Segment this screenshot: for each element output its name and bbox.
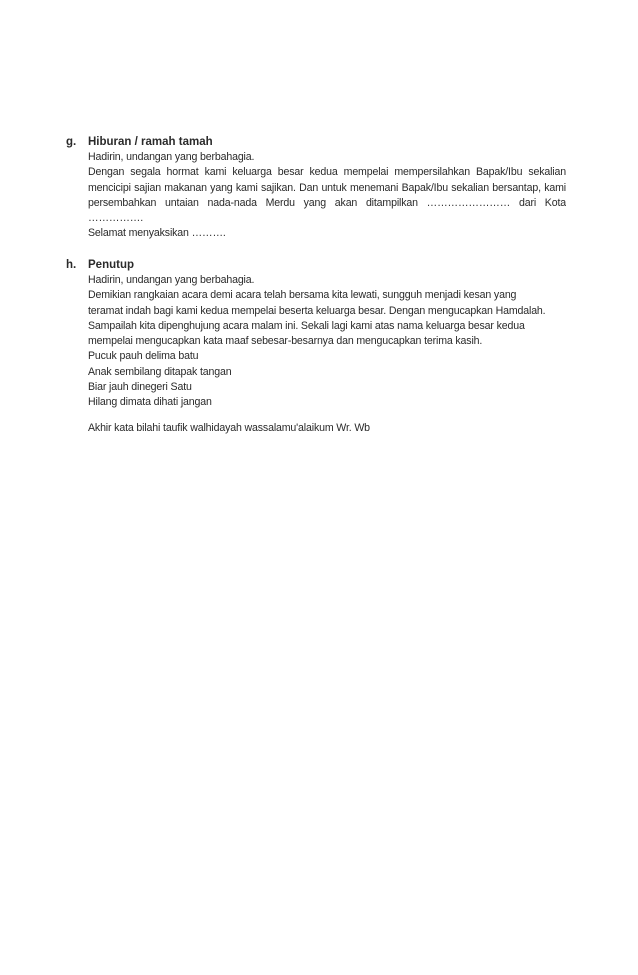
paragraph-line: persembahkan untaian nada-nada Merdu yang akan ditampilkan …………………… dari Kota <box>88 196 566 209</box>
paragraph-line: mempelai mengucapkan kata maaf sebesar-besarnya dan mengucapkan terima kasih. <box>88 335 483 348</box>
section-hiburan <box>66 135 566 242</box>
pantun-line: Anak sembilang ditapak tangan <box>88 365 232 378</box>
section-title: Penutup <box>88 259 134 271</box>
section-heading <box>66 135 566 150</box>
section-body <box>66 273 566 436</box>
pantun-line: Hilang dimata dihati jangan <box>88 396 212 409</box>
paragraph-line: mencicipi sajian makanan yang kami sajikan. Dan untuk menemani Bapak/Ibu sekalian bersantap, kami <box>88 181 566 194</box>
paragraph-line: Dengan segala hormat kami keluarga besar kedua mempelai mempersilahkan Bapak/Ibu sekalian <box>88 166 566 179</box>
spacer <box>88 411 566 421</box>
paragraph-line: Sampailah kita dipenghujung acara malam ini. Sekali lagi kami atas nama keluarga besar kedua <box>88 319 525 332</box>
pantun-line: Pucuk pauh delima batu <box>88 350 199 363</box>
paragraph-line: Demikian rangkaian acara demi acara telah bersama kita lewati, sungguh menjadi kesan yang <box>88 289 517 302</box>
paragraph-line: Selamat menyaksikan ………. <box>88 227 226 240</box>
section-marker: h. <box>66 259 77 271</box>
section-penutup <box>66 258 566 436</box>
closing-line: Akhir kata bilahi taufik walhidayah wassalamu'alaikum Wr. Wb <box>88 421 370 434</box>
section-marker: g. <box>66 136 77 148</box>
section-body <box>66 150 566 242</box>
paragraph-line: Hadirin, undangan yang berbahagia. <box>88 274 255 286</box>
section-title: Hiburan / ramah tamah <box>88 136 213 148</box>
paragraph-line: ……………. <box>88 212 144 225</box>
paragraph-line: teramat indah bagi kami kedua mempelai beserta keluarga besar. Dengan mengucapkan Hamdalah. <box>88 304 546 317</box>
section-heading <box>66 258 566 273</box>
paragraph-line: Hadirin, undangan yang berbahagia. <box>88 151 255 163</box>
pantun-line: Biar jauh dinegeri Satu <box>88 381 192 394</box>
